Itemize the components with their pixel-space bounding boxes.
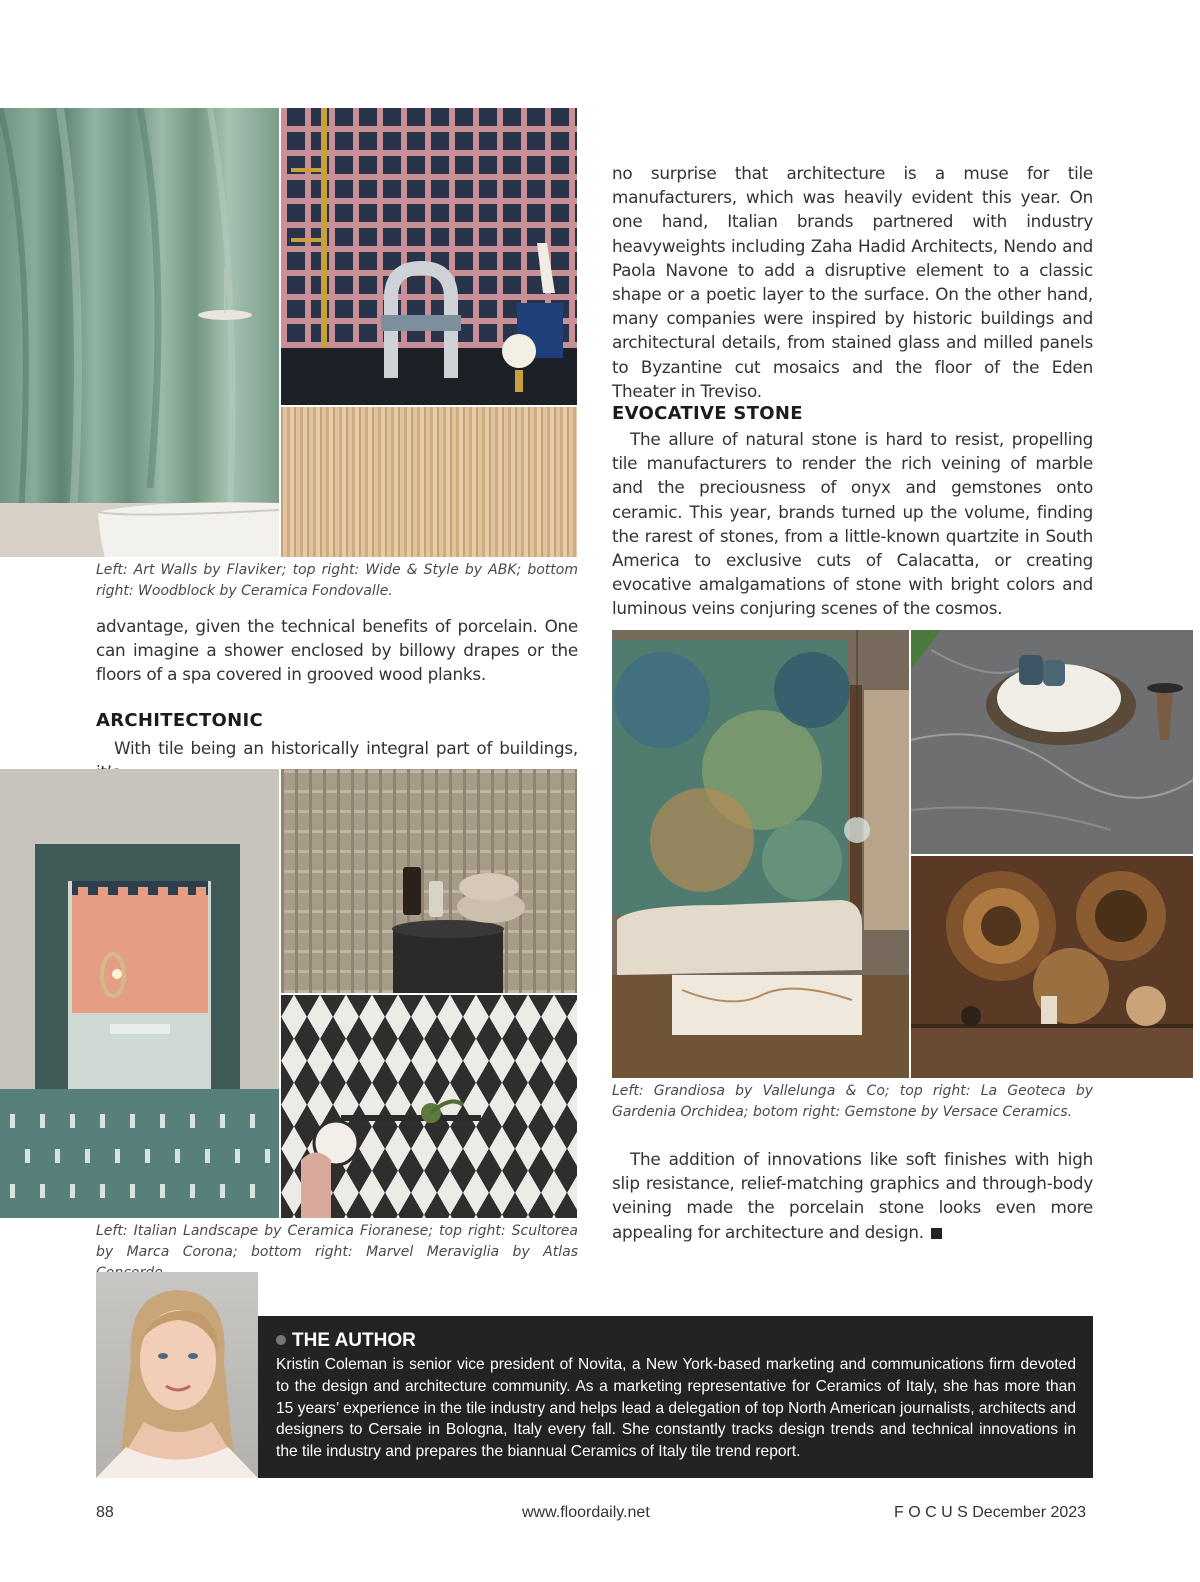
author-title	[276, 1330, 416, 1352]
paragraph-evocative-stone: The allure of natural stone is hard to resist, propelling tile manufacturers to render the rich veining of marble and the preciousness of onyx and gemstones onto ceramic. This year, brands turned up the volume, finding the rarest of stones, from a little-known quartzite in South America to exclusive cuts of Calacatta, or creating evocative amalgamations of stone with bright colors and luminous veins conjuring scenes of the cosmos.	[612, 429, 1093, 619]
end-mark-icon	[931, 1228, 942, 1239]
photo-gemstone-onyx	[911, 856, 1193, 1078]
page-number: 88	[96, 1504, 114, 1521]
photo-italian-landscape	[0, 769, 279, 1218]
body-text-architectonic-cont	[612, 161, 1093, 403]
paragraph-closing	[612, 1147, 1093, 1244]
author-title-text: THE AUTHOR	[292, 1330, 416, 1351]
photo-wide-style-shelf	[281, 108, 577, 405]
photo-woodblock-wood	[281, 407, 577, 557]
body-text-evocative-stone	[612, 427, 1093, 621]
author-bio: Kristin Coleman is senior vice president of Novita, a New York-based marketing and communications firm devoted to the design and architecture community. As a marketing representative for Ceramics of Italy, she has more than 15 years’ experience in the tile industry and helps lead a delegation of top North American journalists, architects and designers to Cersaie in Bologna, Italy every fall. She constantly tracks design trends and technical innovations in the tile industry and prepares the biannual Ceramics of Italy tile trend report.	[276, 1356, 1076, 1461]
caption-right: Left: Grandiosa by Vallelunga & Co; top right: La Geoteca by Gardenia Orchidea; botom right: Gemstone by Versace Ceramics.	[612, 1083, 1093, 1120]
heading-architectonic: ARCHITECTONIC	[96, 710, 263, 731]
paragraph-architectonic-cont: no surprise that architecture is a muse for tile manufacturers, which was heavily evident this year. On one hand, Italian brands partnered with industry heavyweights including Zaha Hadid Architects, Nendo and Paola Navone to add a disruptive element to a classic shape or a poetic layer to the surface. On the other hand, many companies were inspired by historic buildings and architectural details, from stained glass and milled panels to Byzantine cut mosaics and the floor of the Eden Theater in Treviso.	[612, 163, 1093, 401]
publication-name: F O C U S	[894, 1504, 968, 1521]
closing-text: The addition of innovations like soft finishes with high slip resistance, relief-matching graphics and through-body veining made the porcelain stone looks even more appealing for architecture and design.	[612, 1149, 1093, 1242]
author-photo	[96, 1272, 258, 1478]
photo-scultorea-mosaic	[281, 769, 577, 993]
heading-evocative-stone: EVOCATIVE STONE	[612, 403, 803, 424]
photo-grandiosa-living-room	[612, 630, 909, 1078]
paragraph-architectonic-start: With tile being an historically integral part of buildings,	[114, 738, 578, 758]
bullet-dot-icon	[276, 1335, 286, 1345]
website-url: www.floordaily.net	[522, 1504, 650, 1521]
photo-art-walls-bathroom	[0, 108, 279, 557]
paragraph-advantage: advantage, given the technical benefits of porcelain. One can imagine a shower enclosed by billowy drapes or the floors of a spa covered in grooved wood planks.	[96, 616, 578, 685]
publication-date: December 2023	[972, 1504, 1087, 1521]
body-text-closing	[612, 1147, 1093, 1244]
author-box	[258, 1316, 1093, 1478]
caption-top-left: Left: Art Walls by Flaviker; top right: Wide & Style by ABK; bottom right: Woodblock by Ceramica Fondovalle.	[96, 562, 578, 599]
body-text-advantage	[96, 614, 578, 687]
photo-la-geoteca-gray-stone	[911, 630, 1193, 854]
caption-bottom-left: Left: Italian Landscape by Ceramica Fioranese; top right: Scultorea by Marca Corona; bottom right: Marvel Meraviglia by Atlas	[96, 1223, 578, 1260]
publication-issue	[894, 1504, 1086, 1522]
photo-marvel-meraviglia-geometric	[281, 995, 577, 1218]
